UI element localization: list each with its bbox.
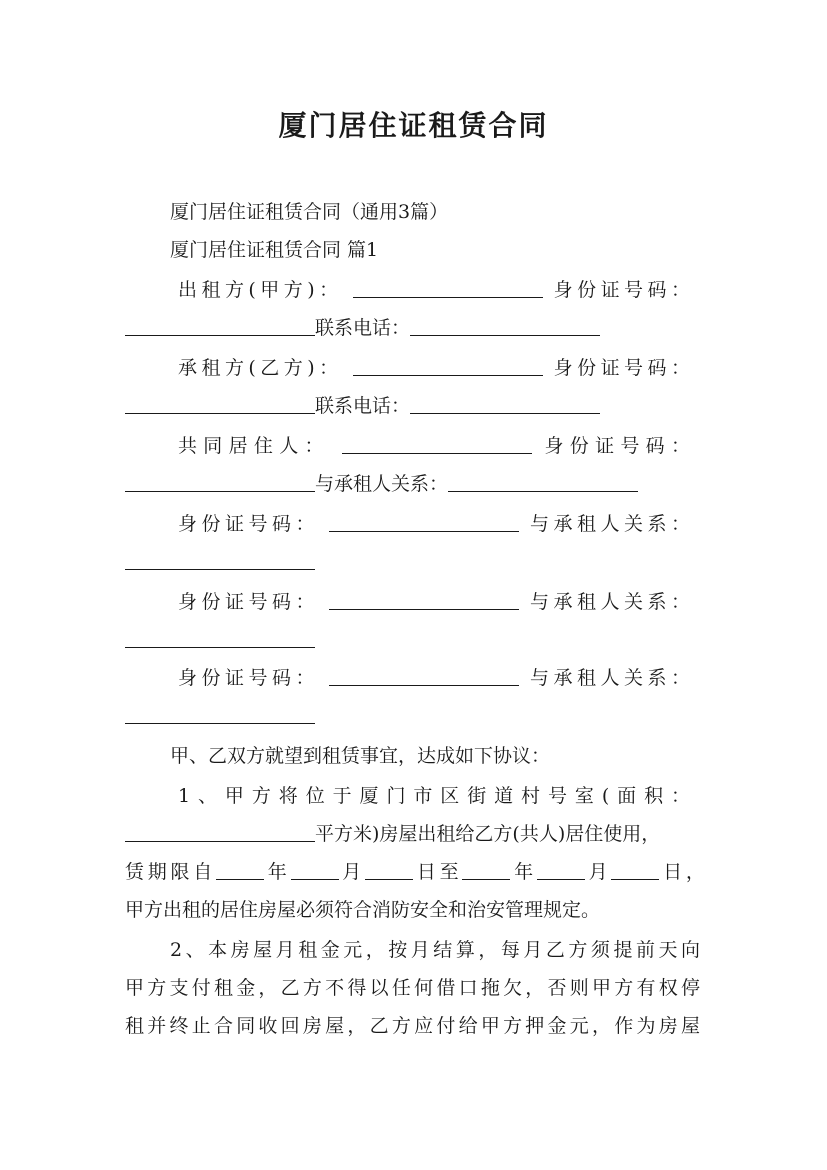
- lessor-line: [178, 275, 690, 305]
- month-label-2: 月: [584, 861, 612, 883]
- resident-2-relation-label: 与承租人关系：: [530, 513, 690, 535]
- day-label: 日: [413, 861, 440, 883]
- document-title: 厦门居住证租赁合同: [278, 109, 549, 142]
- resident-2-line-2: [125, 547, 705, 577]
- start-year-field[interactable]: [216, 859, 264, 880]
- co-resident-label: 共同居住人：: [178, 435, 330, 457]
- year-label-2: 年: [510, 861, 537, 883]
- lessor-id-label: 身份证号码：: [553, 279, 690, 301]
- to-label: 至: [439, 861, 463, 883]
- day-label-2: 日: [659, 861, 686, 883]
- co-resident-relation-field[interactable]: [448, 471, 638, 492]
- resident-3-relation-field[interactable]: [125, 627, 315, 648]
- resident-4-id-label: 身份证号码：: [178, 667, 319, 689]
- resident-3-relation-label: 与承租人关系：: [530, 591, 690, 613]
- resident-4-relation-label: 与承租人关系：: [530, 667, 690, 689]
- resident-2-id-label: 身份证号码：: [178, 513, 319, 535]
- clause-1-line-4: 甲方出租的居住房屋必须符合消防安全和治安管理规定。: [125, 899, 601, 921]
- year-label: 年: [264, 861, 291, 883]
- month-label: 月: [338, 861, 366, 883]
- lessee-phone-label: 联系电话：: [315, 395, 411, 417]
- lessee-id-label: 身份证号码：: [553, 357, 690, 379]
- co-resident-relation-label: 与承租人关系：: [315, 473, 449, 495]
- lessor-label: 出租方(甲方)：: [178, 279, 343, 301]
- clause-1-line-3: [125, 857, 705, 887]
- co-resident-id-field[interactable]: [125, 471, 315, 492]
- clause-2-line-1: 2、本房屋月租金元，按月结算，每月乙方须提前天向: [170, 939, 700, 961]
- lessee-line-2: [125, 391, 705, 421]
- resident-3-id-label: 身份证号码：: [178, 591, 319, 613]
- resident-3-id-field[interactable]: [329, 589, 519, 610]
- resident-3-line-2: [125, 625, 705, 655]
- resident-2-id-field[interactable]: [329, 511, 519, 532]
- resident-4-line-2: [125, 701, 705, 731]
- resident-4-relation-field[interactable]: [125, 703, 315, 724]
- lessor-line-2: [125, 313, 705, 343]
- resident-2-line: [178, 509, 690, 539]
- co-resident-line: [178, 431, 690, 461]
- resident-3-line: [178, 587, 690, 617]
- clause-2-line-3: 租并终止合同收回房屋，乙方应付给甲方押金元，作为房屋: [125, 1015, 700, 1037]
- co-resident-id-label: 身份证号码：: [544, 435, 690, 457]
- lessee-phone-field[interactable]: [410, 393, 600, 414]
- co-resident-line-2: [125, 469, 705, 499]
- subtitle: 厦门居住证租赁合同（通用3篇）: [170, 201, 449, 223]
- clause-2-line-2: 甲方支付租金，乙方不得以任何借口拖欠，否则甲方有权停: [125, 977, 700, 999]
- start-day-field[interactable]: [365, 859, 413, 880]
- clause-1-line-2: [125, 819, 705, 849]
- resident-2-relation-field[interactable]: [125, 549, 315, 570]
- end-day-field[interactable]: [611, 859, 659, 880]
- agreement-intro: 甲、乙双方就望到租赁事宜，达成如下协议：: [170, 745, 551, 767]
- lessee-name-field[interactable]: [353, 355, 543, 376]
- end-month-field[interactable]: [537, 859, 585, 880]
- lessor-name-field[interactable]: [353, 277, 543, 298]
- clause-1-text-2: 平方米)房屋出租给乙方(共人)居住使用，: [315, 823, 661, 845]
- section-heading: 厦门居住证租赁合同 篇1: [170, 239, 379, 261]
- lessor-phone-label: 联系电话：: [315, 317, 411, 339]
- co-resident-name-field[interactable]: [342, 433, 532, 454]
- start-month-field[interactable]: [291, 859, 339, 880]
- resident-4-id-field[interactable]: [329, 665, 519, 686]
- lessor-id-field[interactable]: [125, 315, 315, 336]
- comma: ，: [685, 861, 705, 883]
- lessee-line: [178, 353, 690, 383]
- lessee-label: 承租方(乙方)：: [178, 357, 343, 379]
- end-year-field[interactable]: [462, 859, 510, 880]
- lease-term-label: 赁期限自: [125, 861, 217, 883]
- lessor-phone-field[interactable]: [410, 315, 600, 336]
- area-field[interactable]: [125, 821, 315, 842]
- resident-4-line: [178, 663, 690, 693]
- lessee-id-field[interactable]: [125, 393, 315, 414]
- clause-1-line-1: 1、甲方将位于厦门市区街道村号室(面积：: [178, 785, 690, 807]
